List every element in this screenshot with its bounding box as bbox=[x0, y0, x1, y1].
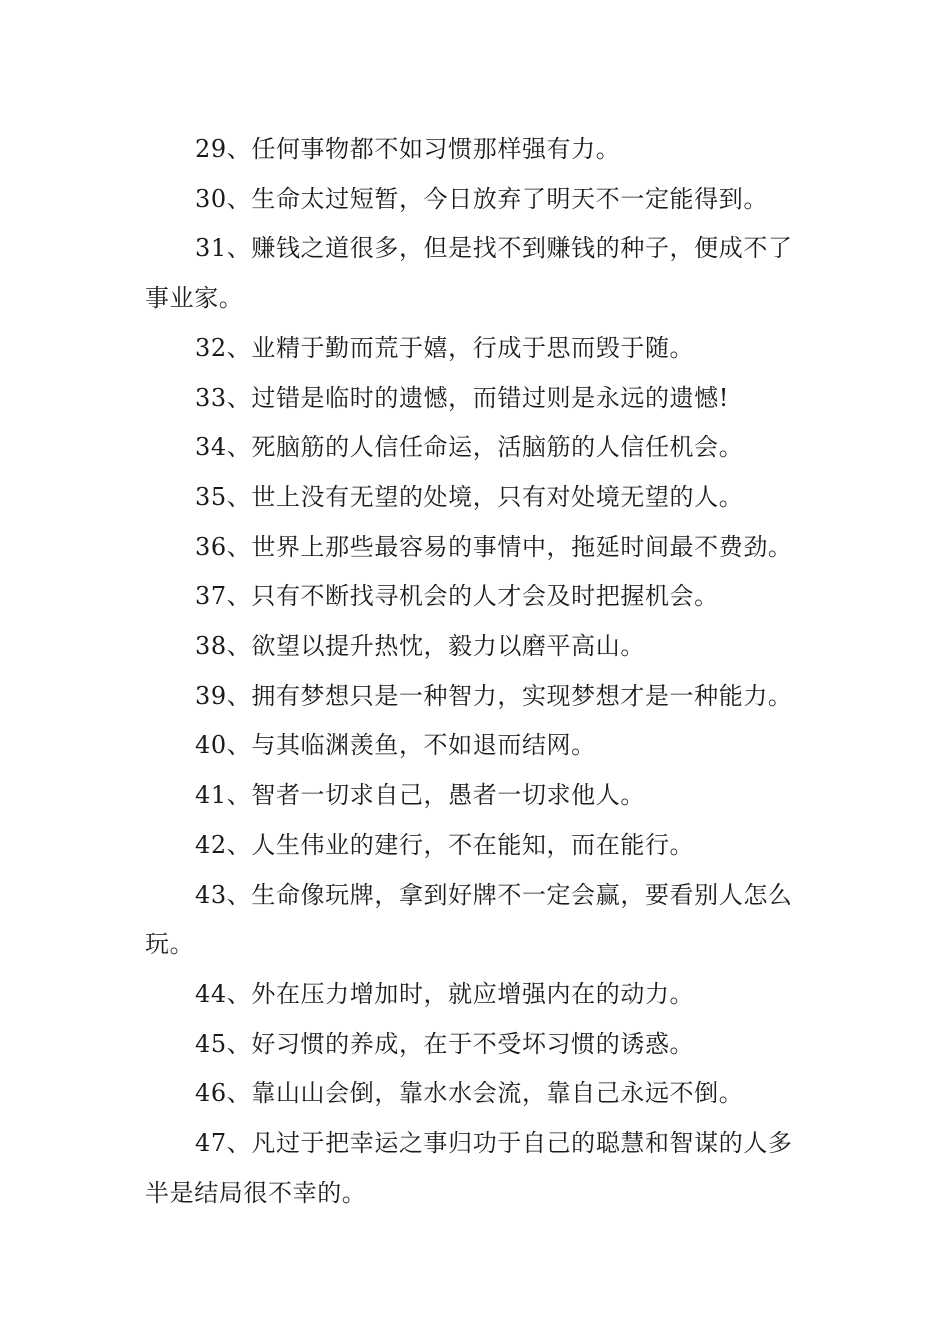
paragraph-29: 29、任何事物都不如习惯那样强有力。 bbox=[195, 135, 621, 163]
paragraph-33: 33、过错是临时的遗憾，而错过则是永远的遗憾! bbox=[195, 383, 729, 412]
paragraph-34: 34、死脑筋的人信任命运，活脑筋的人信任机会。 bbox=[195, 433, 744, 462]
paragraph-31: 31、赚钱之道很多，但是找不到赚钱的种子，便成不了事业家。 bbox=[145, 234, 793, 313]
paragraph-35: 35、世上没有无望的处境，只有对处境无望的人。 bbox=[195, 482, 744, 511]
paragraph-36: 36、世界上那些最容易的事情中，拖延时间最不费劲。 bbox=[195, 532, 793, 561]
document-body bbox=[145, 125, 810, 1218]
paragraph-30: 30、生命太过短暂，今日放弃了明天不一定能得到。 bbox=[195, 184, 768, 213]
paragraph-44: 44、外在压力增加时，就应增强内在的动力。 bbox=[195, 979, 695, 1008]
paragraph-42: 42、人生伟业的建行，不在能知，而在能行。 bbox=[195, 830, 695, 859]
paragraph-45: 45、好习惯的养成，在于不受坏习惯的诱惑。 bbox=[195, 1029, 695, 1058]
paragraph-43: 43、生命像玩牌，拿到好牌不一定会赢，要看别人怎么玩。 bbox=[145, 880, 793, 959]
paragraph-46: 46、靠山山会倒，靠水水会流，靠自己永远不倒。 bbox=[195, 1079, 744, 1108]
paragraph-32: 32、业精于勤而荒于嬉，行成于思而毁于随。 bbox=[195, 333, 695, 362]
paragraph-39: 39、拥有梦想只是一种智力，实现梦想才是一种能力。 bbox=[195, 681, 793, 710]
paragraph-40: 40、与其临渊羡鱼，不如退而结网。 bbox=[195, 731, 596, 760]
paragraph-41: 41、智者一切求自己，愚者一切求他人。 bbox=[195, 781, 645, 810]
paragraph-47: 47、凡过于把幸运之事归功于自己的聪慧和智谋的人多半是结局很不幸的。 bbox=[145, 1129, 793, 1207]
paragraph-38: 38、欲望以提升热忱，毅力以磨平高山。 bbox=[195, 632, 645, 661]
paragraph-37: 37、只有不断找寻机会的人才会及时把握机会。 bbox=[195, 582, 719, 611]
